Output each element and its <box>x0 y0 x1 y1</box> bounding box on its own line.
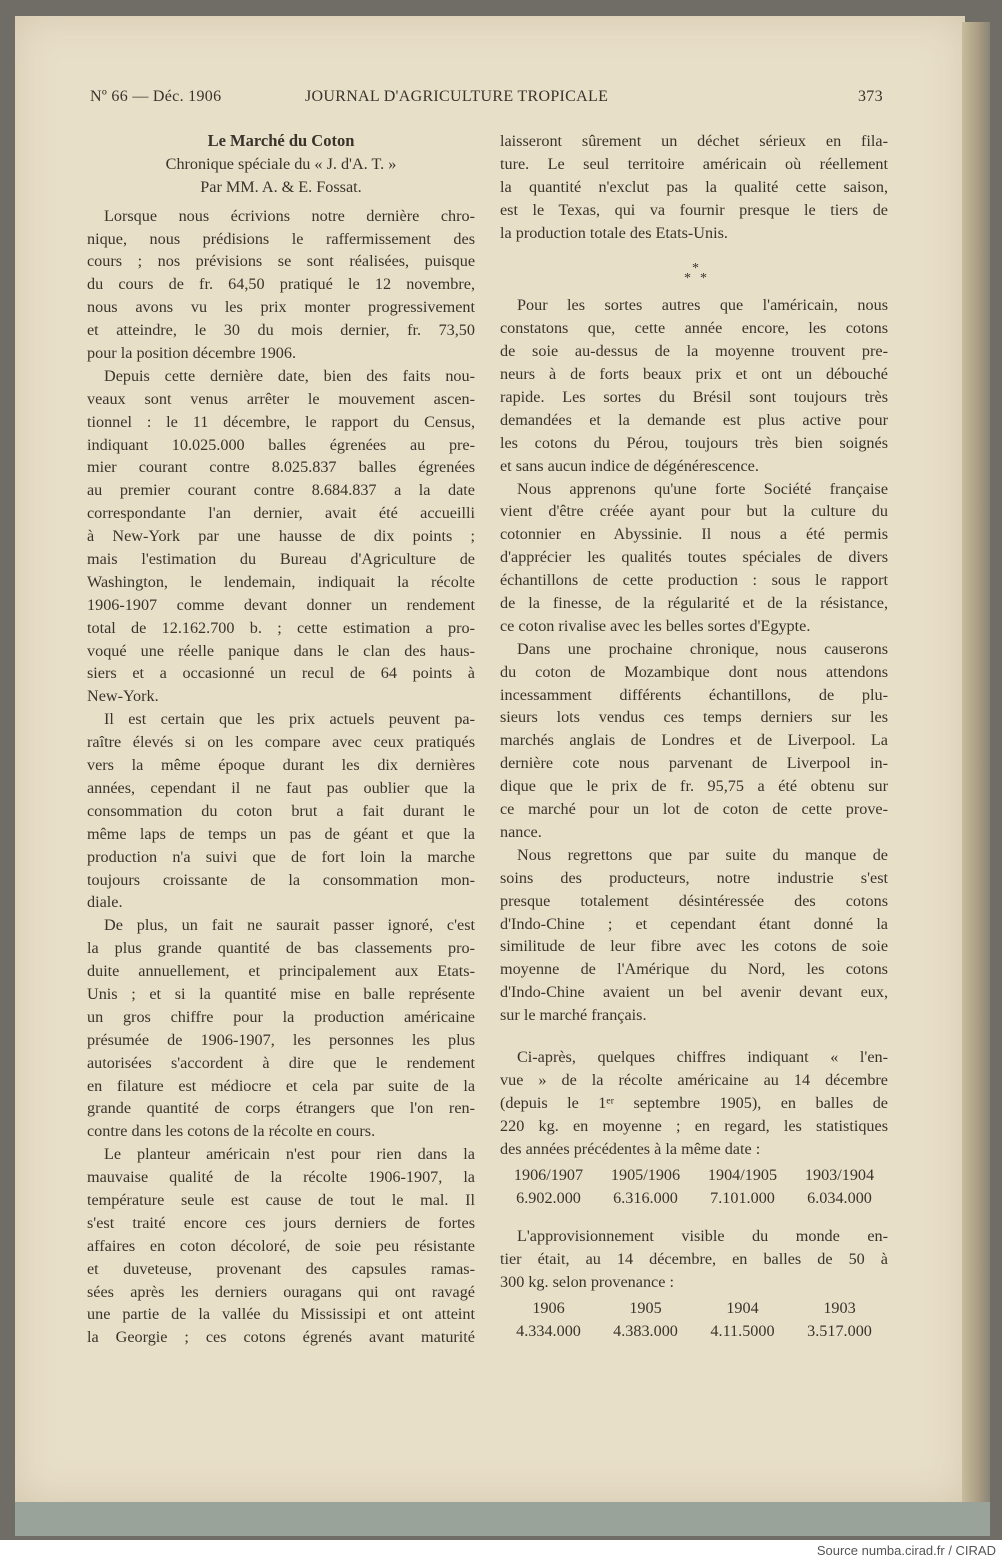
paragraph <box>87 914 475 1143</box>
text-line: la plus grande quantité de bas classements pro- <box>87 939 475 958</box>
page-number: 373 <box>858 88 883 105</box>
text-line: siers et a occasionné un recul de 64 points à <box>87 664 475 683</box>
paragraph <box>87 365 475 708</box>
text-line: indiquant 10.025.000 balles égrenées au pre- <box>87 435 475 454</box>
paragraph <box>500 478 888 638</box>
paragraph <box>500 294 888 477</box>
paragraph <box>500 130 888 244</box>
text-line: laisseront sûrement un déchet sérieux en fila- <box>500 132 888 150</box>
text-line: presque totalement désintéressée des cotons <box>500 891 888 910</box>
text-line: échantillons de cette production : sous le rapport <box>500 571 888 590</box>
text-line: incessamment différents échantillons, de plu- <box>500 685 888 704</box>
text-line: de la finesse, de la régularité et de la résistance, <box>500 594 888 613</box>
text-line: Washington, le lendemain, indiquait la récolte <box>87 572 475 591</box>
table-cell: 6.316.000 <box>613 1189 678 1208</box>
text-line: température seule est cause de tout le mal. Il <box>87 1190 475 1209</box>
table-header-cell: 1905/1906 <box>610 1166 681 1185</box>
text-line: une partie de la vallée du Mississipi et ont atteint <box>87 1305 475 1324</box>
text-line: nique, nous prédisions le raffermissement des <box>87 229 475 248</box>
text-line: affaires en coton décoloré, de soie peu résistante <box>87 1236 475 1255</box>
table-header-cell: 1904/1905 <box>707 1166 778 1185</box>
text-line: du cours de fr. 64,50 pratiqué le 12 novembre, <box>87 275 475 294</box>
text-line: tionnel : le 11 décembre, le rapport du Census, <box>87 412 475 431</box>
text-line: veaux sont venus arrêter le mouvement ascen- <box>87 389 475 408</box>
text-line: ce marché pour un lot de coton de cette prove- <box>500 800 888 819</box>
text-line: moyenne de l'Amérique du Nord, les cotons <box>500 960 888 979</box>
text-line: les cotons du Pérou, toujours très bien soignés <box>500 433 888 452</box>
paragraph <box>87 205 475 365</box>
table-header-cell: 1906 <box>532 1298 565 1317</box>
asterisk: * <box>684 271 691 287</box>
table-header-cell: 1905 <box>629 1298 662 1317</box>
text-line: est le Texas, qui va fournir presque le tiers de <box>500 200 888 219</box>
text-line: et duveteuse, provenant des capsules ramas- <box>87 1259 475 1278</box>
text-line: New-York. <box>87 687 159 706</box>
text-line: en filature est médiocre et cela par suite de la <box>87 1076 475 1095</box>
paragraph <box>500 1046 888 1160</box>
table-cell: 6.902.000 <box>516 1189 581 1208</box>
paragraph <box>500 1225 888 1294</box>
text-line: L'approvisionnement visible du monde en- <box>517 1227 888 1246</box>
issue-label: Nº 66 — Déc. 1906 <box>90 88 222 105</box>
text-line: marchés anglais de Londres et de Liverpool. La <box>500 731 888 750</box>
text-line: sur le marché français. <box>500 1006 647 1025</box>
text-line: toujours croissante de la consommation mon- <box>87 870 475 889</box>
text-line: et atteindre, le 30 du mois dernier, fr. 73,50 <box>87 321 475 340</box>
paragraph <box>87 1143 475 1349</box>
text-line: 300 kg. selon provenance : <box>500 1272 674 1291</box>
text-line: vue » de la récolte américaine au 14 décembre <box>500 1070 888 1089</box>
text-line: 220 kg. en moyenne ; en regard, les statistiques <box>500 1116 888 1135</box>
paragraph <box>87 708 475 914</box>
table-cell: 6.034.000 <box>807 1189 872 1208</box>
text-line: Il est certain que les prix actuels peuvent pa- <box>104 710 475 729</box>
table-header-cell: 1903/1904 <box>804 1166 875 1185</box>
text-line: d'Indo-Chine ; et cependant étant donné la <box>500 914 888 933</box>
text-line: à New-York par une hausse de dix points ; <box>87 527 475 546</box>
paragraph <box>500 638 888 844</box>
text-line: pour la position décembre 1906. <box>87 344 297 363</box>
text-line: 1906-1907 comme devant donner un rendement <box>87 595 475 614</box>
text-line: (depuis le 1ᵉʳ septembre 1905), en balles de <box>500 1093 888 1112</box>
text-line: Nous regrettons que par suite du manque de <box>517 845 888 864</box>
text-line: vers la même époque durant les dix dernières <box>87 756 475 775</box>
text-line: la Georgie ; ces cotons égrenés avant maturité <box>87 1328 475 1347</box>
text-line: présumée de 1906-1907, les personnes les plus <box>87 1030 475 1049</box>
text-line: sieurs lots vendus ces temps derniers sur les <box>500 708 888 727</box>
text-line: et sans aucun indice de dégénérescence. <box>500 456 759 475</box>
text-line: ture. Le seul territoire américain où réellement <box>500 154 888 173</box>
text-line: la quantité n'exclut pas la qualité cette saison, <box>500 177 888 196</box>
table-row <box>500 1297 888 1320</box>
text-line: dique que le prix de fr. 95,75 a été obtenu sur <box>500 777 888 796</box>
text-line: la production totale des Etats-Unis. <box>500 223 728 242</box>
text-line: des années précédentes à la même date : <box>500 1139 761 1158</box>
text-line: total de 12.162.700 b. ; cette estimation a pro- <box>87 618 475 637</box>
text-line: nous avons vu les prix monter progressivement <box>87 298 475 317</box>
text-line: mais l'estimation du Bureau d'Agriculture de <box>87 550 475 569</box>
text-line: soins des producteurs, notre industrie s'est <box>500 868 888 887</box>
text-line: duite annuellement, et principalement aux Etats- <box>87 962 475 981</box>
table-header-cell: 1903 <box>823 1298 856 1317</box>
text-line: du coton de Mozambique dont nous attendons <box>500 662 888 681</box>
text-line: années, cependant il ne faut pas oublier que la <box>87 778 475 797</box>
table-header-cell: 1904 <box>726 1298 759 1317</box>
text-line: d'apprécier les qualités toutes spéciales de divers <box>500 548 888 567</box>
scan-bottom-band <box>15 1502 990 1536</box>
text-line: Lorsque nous écrivions notre dernière chro- <box>104 206 475 225</box>
text-line: Ci-après, quelques chiffres indiquant « l'en- <box>517 1047 888 1066</box>
text-line: cotonnier en Abyssinie. Il nous a été permis <box>500 525 888 544</box>
text-line: nance. <box>500 822 542 841</box>
text-line: s'est traité encore ces jours derniers de fortes <box>87 1213 475 1232</box>
text-line: raître élevés si on les compare avec ceux pratiqués <box>87 733 475 752</box>
text-line: voqué une réelle panique dans le clan des haus- <box>87 641 475 660</box>
text-line: production n'a suivi que de fort loin la marche <box>87 847 475 866</box>
asterisk: * <box>692 261 699 277</box>
text-line: vient d'être créée ayant pour but la culture du <box>500 502 888 521</box>
text-line: ce coton rivalise avec les belles sortes d'Egypte. <box>500 616 811 635</box>
paragraph <box>500 844 888 1027</box>
text-line: un gros chiffre pour la production américaine <box>87 1007 475 1026</box>
text-line: Le planteur américain n'est pour rien dans la <box>104 1145 475 1164</box>
text-line: Nous apprenons qu'une forte Société française <box>517 479 888 498</box>
table-cell: 7.101.000 <box>710 1189 775 1208</box>
text-line: rapide. Les sortes du Brésil sont toujours très <box>500 388 888 407</box>
text-line: correspondante l'an dernier, avait été accueilli <box>87 504 475 523</box>
asterism <box>500 244 888 294</box>
text-line: cours ; nos prévisions se sont réalisées, puisque <box>87 252 475 271</box>
text-line: Pour les sortes autres que l'américain, nous <box>517 296 888 315</box>
page-edge <box>962 22 990 1502</box>
text-line: De plus, un fait ne saurait passer ignoré, c'est <box>104 916 475 935</box>
text-line: diale. <box>87 893 123 912</box>
text-line: mier courant contre 8.025.837 balles égrenées <box>87 458 475 477</box>
text-line: neurs à de forts beaux prix et ont un débouché <box>500 365 888 384</box>
text-line: de soie au-dessus de la moyenne trouvent pre- <box>500 342 888 361</box>
journal-title: JOURNAL D'AGRICULTURE TROPICALE <box>305 88 609 105</box>
table-cell: 4.334.000 <box>516 1321 581 1340</box>
table-row <box>500 1164 888 1187</box>
table-row <box>500 1320 888 1343</box>
article-title: Le Marché du Coton <box>207 131 355 150</box>
text-line: même laps de temps un pas de géant et que la <box>87 824 475 843</box>
article-subtitle: Chronique spéciale du « J. d'A. T. » <box>165 154 397 173</box>
text-line: Depuis cette dernière date, bien des faits nou- <box>104 366 475 385</box>
text-line: au premier courant contre 8.684.837 a la date <box>87 481 475 500</box>
text-line: demandées et la demande est plus active pour <box>500 410 888 429</box>
table-header-cell: 1906/1907 <box>513 1166 584 1185</box>
table-cell: 4.11.5000 <box>710 1321 775 1340</box>
text-line: grande quantité de corps étrangers que l'on ren- <box>87 1099 475 1118</box>
text-line: d'Indo-Chine avaient un bel avenir devant eux, <box>500 983 888 1002</box>
text-line: dernière cote nous parvenant de Liverpool in- <box>500 754 888 773</box>
source-credit: Source numba.cirad.fr / CIRAD <box>816 1543 996 1558</box>
table-cell: 3.517.000 <box>807 1321 872 1340</box>
left-column <box>87 130 475 1349</box>
table-cell: 4.383.000 <box>613 1321 678 1340</box>
article-byline: Par MM. A. & E. Fossat. <box>200 177 362 196</box>
text-line: contre dans les cotons de la récolte en cours. <box>87 1122 376 1141</box>
text-line: constatons que, cette année encore, les cotons <box>500 319 888 338</box>
text-line: autorisées s'accordent à dire que le rendement <box>87 1053 475 1072</box>
table-row <box>500 1187 888 1210</box>
text-line: Unis ; et si la quantité mise en balle représente <box>87 984 475 1003</box>
text-line: consommation du coton brut a fait durant le <box>87 801 475 820</box>
text-line: tier était, au 14 décembre, en balles de 50 à <box>500 1250 888 1269</box>
text-line: similitude de leur fibre avec les cotons de soie <box>500 937 888 956</box>
text-line: sées après les derniers ouragans qui ont ravagé <box>87 1282 475 1301</box>
right-column <box>500 130 888 1343</box>
asterisk: * <box>700 271 707 287</box>
text-line: Dans une prochaine chronique, nous causerons <box>517 639 888 658</box>
text-line: mauvaise qualité de la récolte 1906-1907, la <box>87 1168 475 1187</box>
